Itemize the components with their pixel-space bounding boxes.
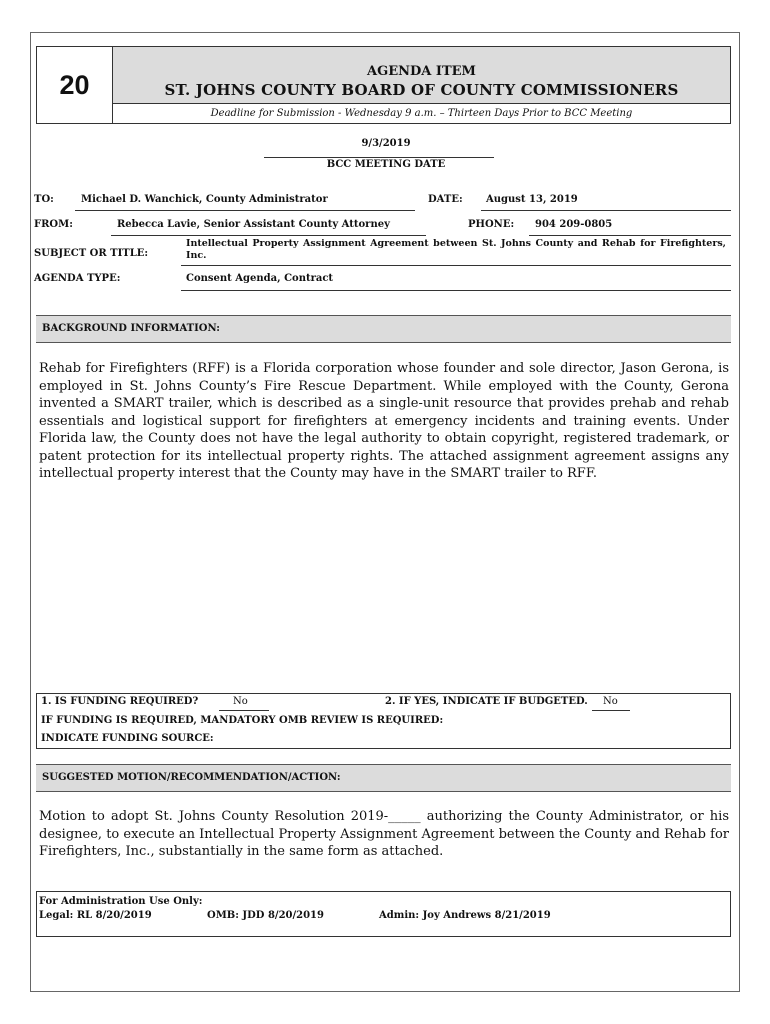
phone-label: PHONE: [468,219,515,230]
legal-approval: Legal: RL 8/20/2019 [39,910,152,921]
agenda-type-value: Consent Agenda, Contract [186,273,334,284]
meeting-date: 9/3/2019 [361,138,411,149]
header-title-block [113,47,730,104]
from-underline [111,235,426,236]
to-value: Michael D. Wanchick, County Administrator [81,194,328,205]
funding-required-label: 1. IS FUNDING REQUIRED? [41,696,199,707]
background-text: Rehab for Firefighters (RFF) is a Florida corporation whose founder and sole director, Jason Gerona, is employed in St. Johns County’s Fire Rescue Department. While employed with the County, Gerona invented a SMART trailer, which is described as a single-unit resource that provides prehab and rehab essentials and logistical support for firefighters at emergency incidents and training events. Under Florida law, the County does not have the legal authority to obtain copyright, registered trademark, or patent protection for its intellectual property rights. The attached assignment agreement assigns any intellectual property interest that the County may have in the SMART trailer to RFF. [39,361,729,481]
to-label: TO: [34,194,54,205]
agenda-type-label: AGENDA TYPE: [34,273,121,284]
submission-deadline: Deadline for Submission - Wednesday 9 a.m. – Thirteen Days Prior to BCC Meeting [210,108,633,119]
agenda-header [36,46,731,124]
agenda-page [30,32,740,992]
header-title-line1: AGENDA ITEM [367,64,476,79]
phone-value: 904 209-0805 [535,219,613,230]
agenda-type-underline [181,290,731,291]
motion-heading: SUGGESTED MOTION/RECOMMENDATION/ACTION: [36,764,731,792]
motion-text: Motion to adopt St. Johns County Resolution 2019-_____ authorizing the County Administrator, or his designee, to execute an Intellectual Property Assignment Agreement between the County and Rehab for Firefighters, Inc., substantially in the same form as attached. [39,809,729,859]
phone-underline [529,235,731,236]
subject-label: SUBJECT OR TITLE: [34,248,149,259]
from-label: FROM: [34,219,73,230]
admin-use-box [36,891,731,937]
date-value: August 13, 2019 [486,194,578,205]
funding-required-underline [219,710,269,711]
funding-required-value: No [233,696,248,707]
funding-source-label: INDICATE FUNDING SOURCE: [41,733,214,744]
header-title-line2: ST. JOHNS COUNTY BOARD OF COUNTY COMMISSIONERS [164,81,679,99]
meeting-date-label: BCC MEETING DATE [326,159,446,170]
background-heading: BACKGROUND INFORMATION: [36,315,731,343]
admin-use-heading: For Administration Use Only: [39,896,203,907]
date-label: DATE: [428,194,463,205]
subject-underline [181,265,731,266]
funding-box [36,693,731,749]
to-underline [75,210,415,211]
omb-approval: OMB: JDD 8/20/2019 [207,910,324,921]
admin-approval: Admin: Joy Andrews 8/21/2019 [379,910,551,921]
agenda-item-number: 20 [37,47,113,123]
subject-value: Intellectual Property Assignment Agreement between St. Johns County and Rehab for Firefighters, Inc. [186,238,726,261]
from-value: Rebecca Lavie, Senior Assistant County Attorney [117,219,390,230]
meeting-date-underline [264,157,494,158]
budgeted-label: 2. IF YES, INDICATE IF BUDGETED. [385,696,588,707]
budgeted-value: No [603,696,618,707]
omb-review-label: IF FUNDING IS REQUIRED, MANDATORY OMB REVIEW IS REQUIRED: [41,715,444,726]
date-underline [481,210,731,211]
budgeted-underline [592,710,630,711]
